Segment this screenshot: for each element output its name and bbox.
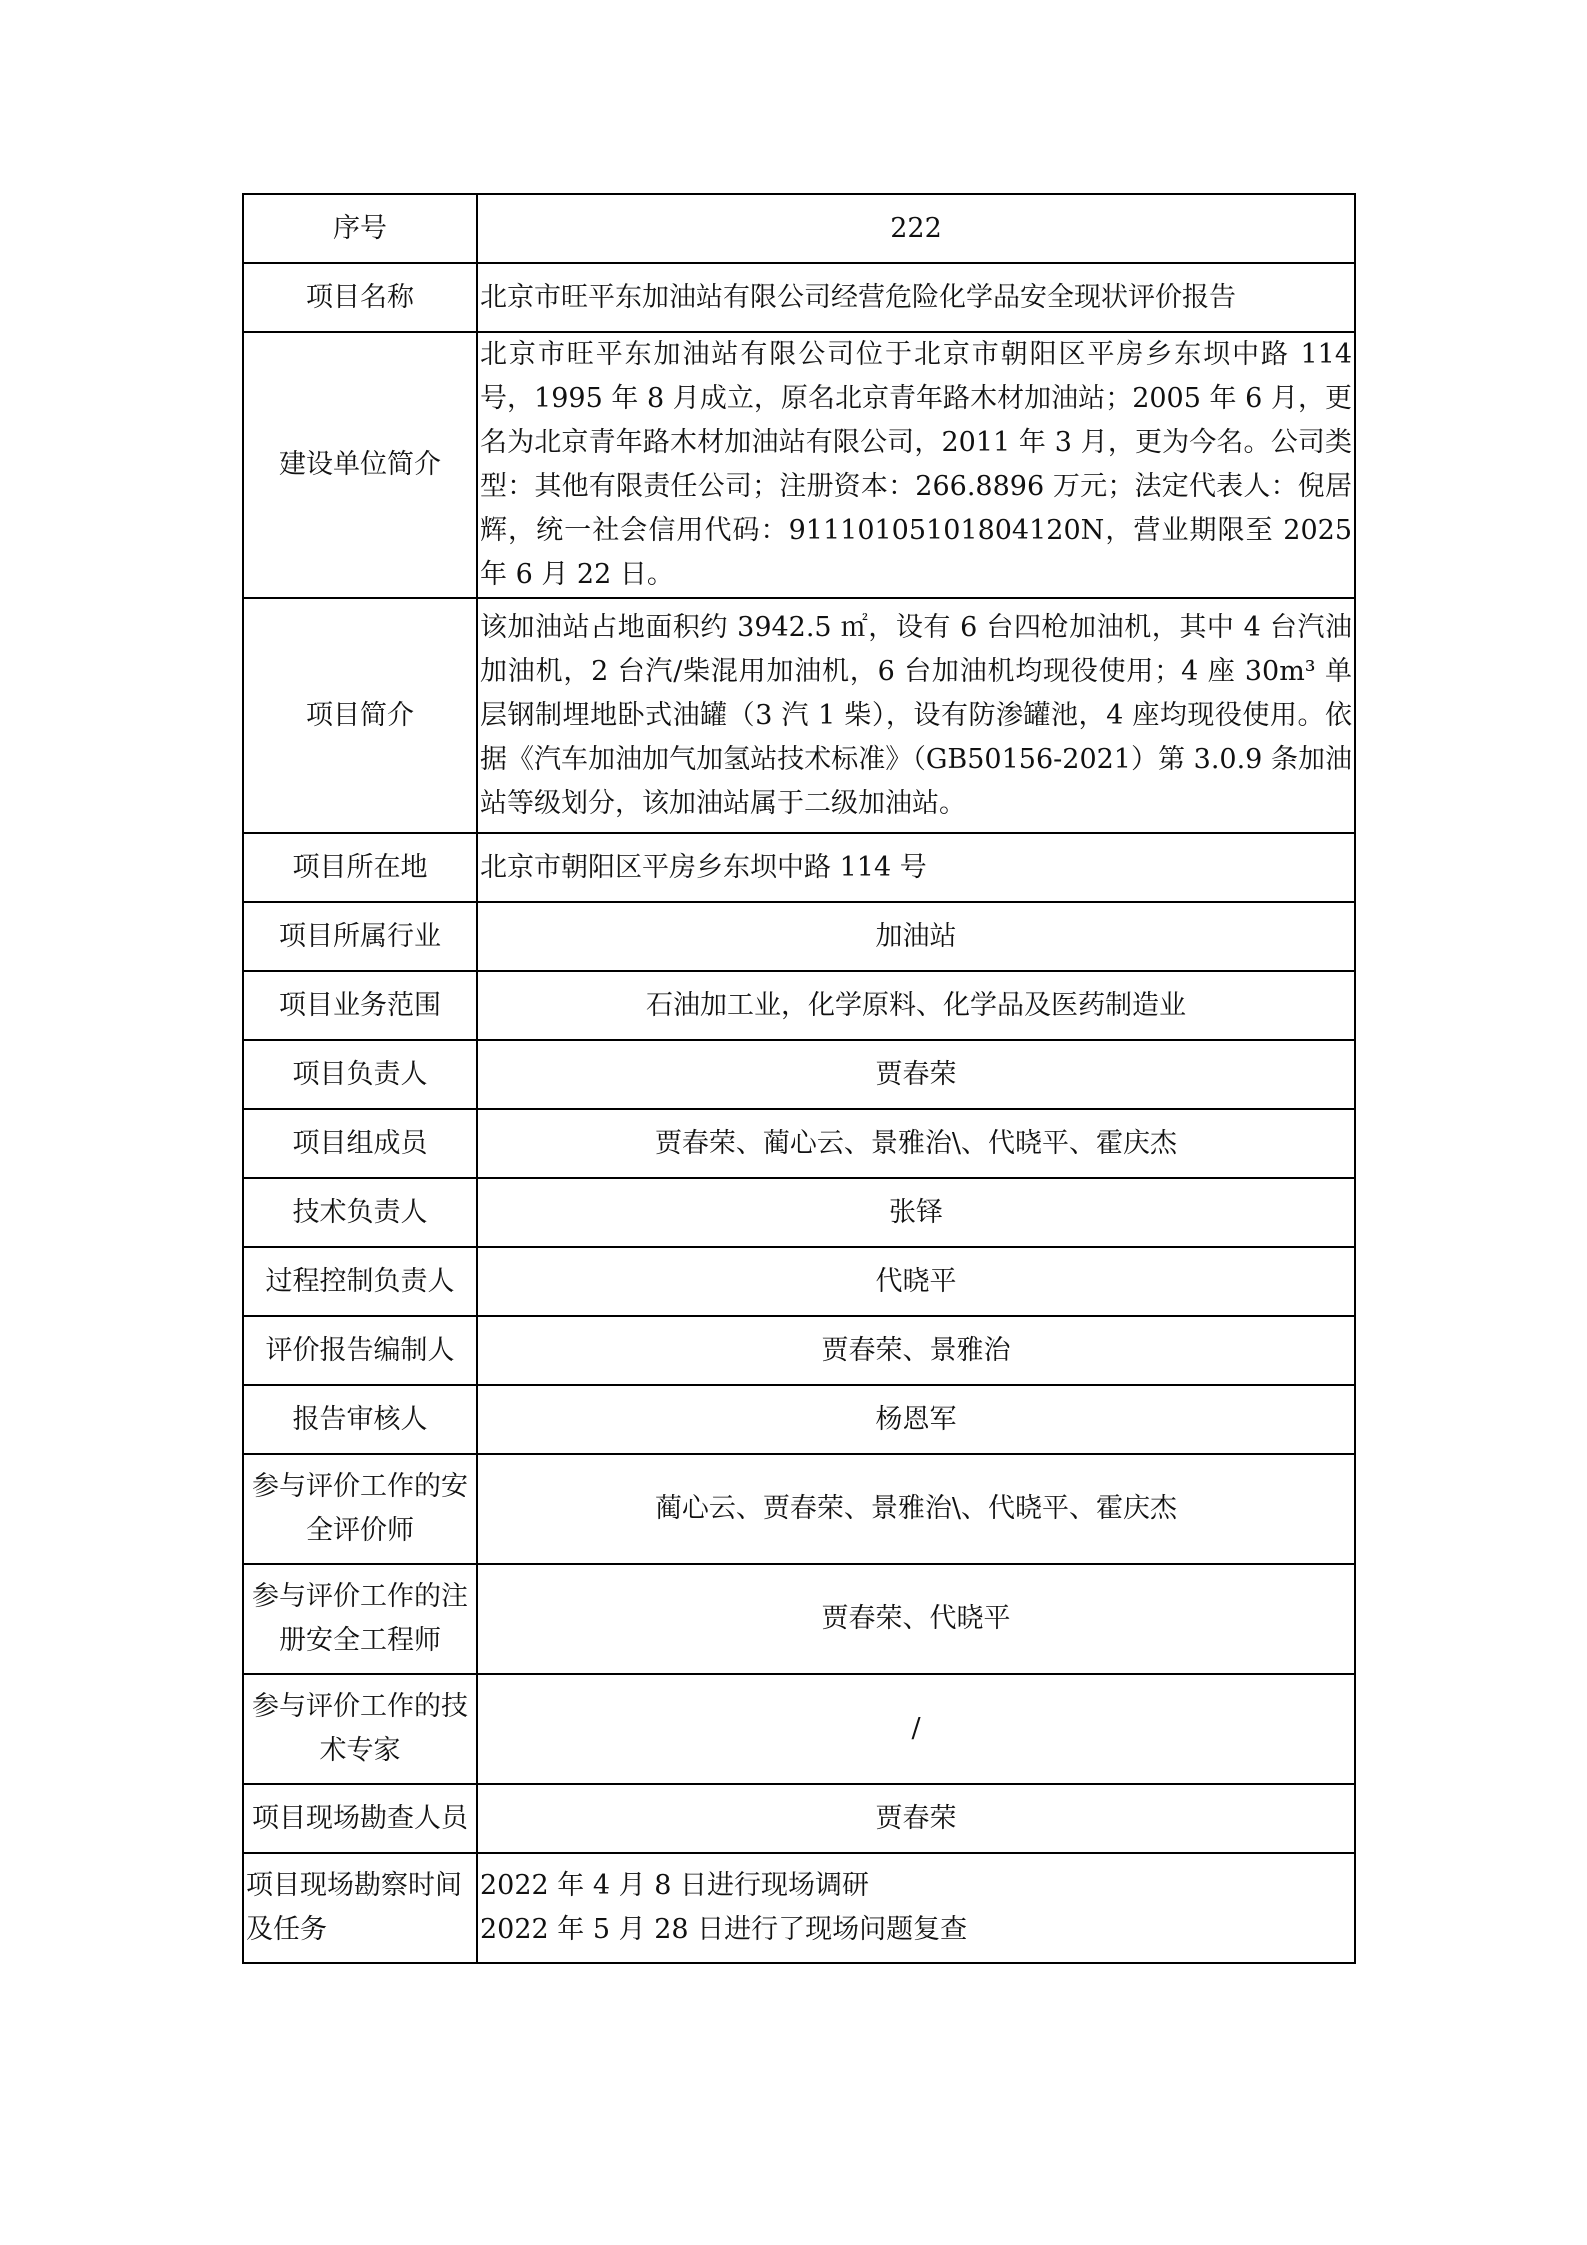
table-row [243,1040,1355,1109]
row-value: 石油加工业，化学原料、化学品及医药制造业 [477,971,1355,1040]
table-row [243,833,1355,902]
table-row [243,1784,1355,1853]
table-row [243,332,1355,598]
row-value [477,1853,1355,1963]
table-row [243,1853,1355,1963]
table-row [243,1385,1355,1454]
table-row [243,971,1355,1040]
table-row [243,194,1355,263]
row-label: 项目所属行业 [243,902,477,971]
row-value: 贾春荣 [477,1040,1355,1109]
row-value: 贾春荣、代晓平 [477,1564,1355,1674]
row-label: 评价报告编制人 [243,1316,477,1385]
row-label: 项目业务范围 [243,971,477,1040]
row-value: 杨恩军 [477,1385,1355,1454]
project-info-table [242,193,1356,1964]
row-value: 代晓平 [477,1247,1355,1316]
row-value: 北京市旺平东加油站有限公司经营危险化学品安全现状评价报告 [477,263,1355,332]
table-row [243,1247,1355,1316]
table-row [243,598,1355,833]
row-label: 项目组成员 [243,1109,477,1178]
row-value: 贾春荣、景雅治 [477,1316,1355,1385]
row-value: 蔺心云、贾春荣、景雅治\、代晓平、霍庆杰 [477,1454,1355,1564]
row-value: 加油站 [477,902,1355,971]
survey-line: 2022 年 4 月 8 日进行现场调研 [480,1870,869,1901]
table-row [243,1564,1355,1674]
row-label: 参与评价工作的注册安全工程师 [243,1564,477,1674]
row-label: 项目所在地 [243,833,477,902]
table-row [243,1316,1355,1385]
table-row [243,1454,1355,1564]
table-row [243,1178,1355,1247]
row-label: 项目名称 [243,263,477,332]
table-row [243,263,1355,332]
survey-line: 2022 年 5 月 28 日进行了现场问题复查 [480,1914,968,1945]
row-value: 张铎 [477,1178,1355,1247]
row-value: 北京市朝阳区平房乡东坝中路 114 号 [477,833,1355,902]
row-label: 项目简介 [243,598,477,833]
row-label: 项目现场勘察时间及任务 [243,1853,477,1963]
row-value: 该加油站占地面积约 3942.5 ㎡，设有 6 台四枪加油机，其中 4 台汽油加油机，2 台汽/柴混用加油机，6 台加油机均现役使用；4 座 30m³ 单层钢制埋地卧式油罐（3 汽 1 柴），设有防渗罐池，4 座均现役使用。依据《汽车加油加气加氢站技术标准》（GB50156-2021）第 3.0.9 条加油站等级划分，该加油站属于二级加油站。 [477,598,1355,833]
row-label: 报告审核人 [243,1385,477,1454]
row-value: 222 [477,194,1355,263]
row-label: 过程控制负责人 [243,1247,477,1316]
row-value: 贾春荣、蔺心云、景雅治\、代晓平、霍庆杰 [477,1109,1355,1178]
table-row [243,902,1355,971]
row-label: 项目负责人 [243,1040,477,1109]
row-label: 技术负责人 [243,1178,477,1247]
row-label: 序号 [243,194,477,263]
row-label: 建设单位简介 [243,332,477,598]
row-label: 项目现场勘查人员 [243,1784,477,1853]
row-value: 贾春荣 [477,1784,1355,1853]
table-row [243,1109,1355,1178]
row-value: 北京市旺平东加油站有限公司位于北京市朝阳区平房乡东坝中路 114 号，1995 年 8 月成立，原名北京青年路木材加油站；2005 年 6 月，更名为北京青年路木材加油站有限公司，2011 年 3 月，更为今名。公司类型：其他有限责任公司；注册资本：266.8896 万元；法定代表人：倪居辉，统一社会信用代码：91110105101804120N，营业期限至 2025 年 6 月 22 日。 [477,332,1355,598]
row-value: / [477,1674,1355,1784]
row-label: 参与评价工作的安全评价师 [243,1454,477,1564]
table-row [243,1674,1355,1784]
row-label: 参与评价工作的技术专家 [243,1674,477,1784]
